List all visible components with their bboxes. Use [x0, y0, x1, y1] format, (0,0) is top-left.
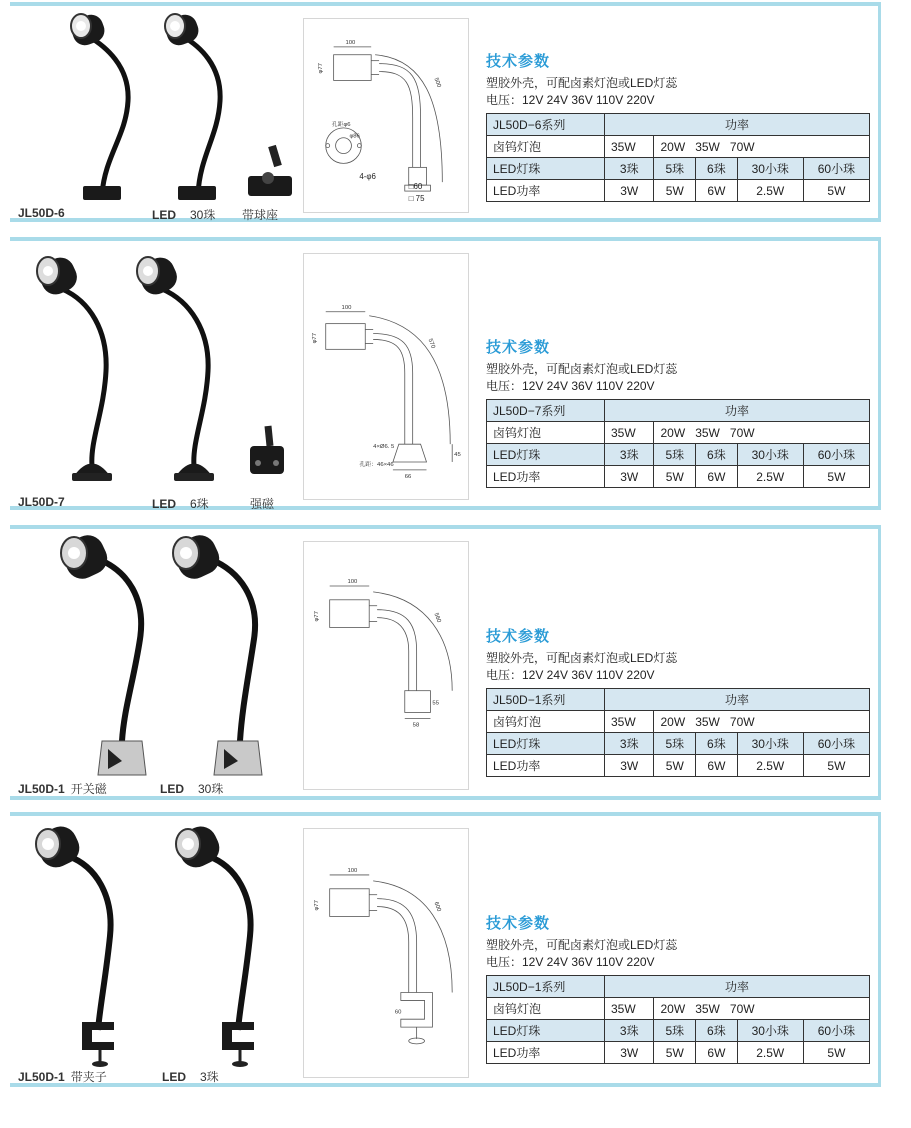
led-bead-label: LED灯珠 [487, 158, 605, 180]
led-power: 3W [605, 180, 654, 202]
led-power: 5W [803, 466, 869, 488]
spec-housing: 塑胶外壳，可配卤素灯泡或LED灯蕊 [486, 938, 678, 952]
product-photos [10, 6, 300, 222]
svg-text:□60: □60 [408, 182, 423, 192]
led-bead-label: LED灯珠 [487, 444, 605, 466]
halogen-value: 35W [605, 998, 654, 1020]
halogen-label: 卤钨灯泡 [487, 422, 605, 444]
series-label: JL50D−7系列 [487, 400, 605, 422]
product-section-jl50d-6 [10, 2, 878, 222]
svg-text:58: 58 [412, 722, 420, 729]
led-power: 6W [696, 755, 738, 777]
caption-model: JL50D-7 [18, 495, 65, 509]
halogen-value: 35W [605, 711, 654, 733]
halogen-values: 20W 35W 70W [654, 711, 870, 733]
svg-text:60: 60 [394, 1009, 402, 1016]
spec-housing: 塑胶外壳，可配卤素灯泡或LED灯蕊 [486, 76, 678, 90]
dimension-drawing [303, 18, 469, 213]
spec-title: 技术参数 [486, 628, 551, 645]
product-photos [10, 241, 300, 511]
svg-text:4-φ6: 4-φ6 [359, 172, 376, 182]
lamp-photo-group [10, 816, 300, 1083]
halogen-values: 20W 35W 70W [654, 136, 870, 158]
svg-text:600: 600 [432, 901, 442, 913]
spec-table [486, 113, 870, 202]
power-header: 功率 [605, 976, 870, 998]
led-power-label: LED功率 [487, 180, 605, 202]
svg-text:66: 66 [404, 473, 412, 480]
spec-block [486, 50, 870, 202]
led-bead: 3珠 [605, 733, 654, 755]
dimension-drawing [303, 541, 469, 790]
led-power: 6W [696, 1042, 738, 1064]
svg-text:□ 75: □ 75 [408, 193, 425, 203]
spec-title: 技术参数 [486, 53, 551, 70]
product-section-jl50d-1-magnet [10, 525, 878, 800]
lamp-photo-group [10, 241, 300, 506]
led-bead-label: LED灯珠 [487, 1020, 605, 1042]
led-bead: 60小珠 [803, 1020, 869, 1042]
led-bead-label: LED灯珠 [487, 733, 605, 755]
svg-text:560: 560 [432, 612, 442, 624]
caption-base: 强磁 [250, 497, 275, 511]
lamp-image [32, 821, 114, 1067]
svg-text:φ86: φ86 [349, 133, 360, 140]
product-photos [10, 816, 300, 1083]
svg-text:500: 500 [432, 77, 442, 89]
power-header: 功率 [605, 400, 870, 422]
led-bead: 3珠 [605, 158, 654, 180]
spec-voltage: 电压：12V 24V 36V 110V 220V [486, 93, 655, 107]
led-bead: 30小珠 [737, 1020, 803, 1042]
led-bead: 6珠 [696, 444, 738, 466]
led-bead: 3珠 [605, 1020, 654, 1042]
halogen-values: 20W 35W 70W [654, 422, 870, 444]
caption-model: JL50D-6 [18, 206, 65, 220]
led-bead: 5珠 [654, 158, 696, 180]
svg-text:100: 100 [341, 304, 352, 311]
led-bead: 30小珠 [737, 733, 803, 755]
halogen-value: 35W [605, 136, 654, 158]
led-power: 3W [605, 466, 654, 488]
spec-title: 技术参数 [486, 915, 551, 932]
led-power: 5W [654, 466, 696, 488]
led-power: 5W [803, 755, 869, 777]
power-header: 功率 [605, 689, 870, 711]
svg-text:孔距φ6: 孔距φ6 [331, 121, 351, 128]
spec-block [486, 625, 870, 777]
lamp-image [172, 821, 254, 1067]
dimension-drawing [303, 828, 469, 1078]
led-bead: 60小珠 [803, 158, 869, 180]
spec-table [486, 975, 870, 1064]
led-power: 5W [654, 755, 696, 777]
spec-voltage: 电压：12V 24V 36V 110V 220V [486, 668, 655, 682]
power-header: 功率 [605, 114, 870, 136]
svg-text:φ77: φ77 [317, 63, 324, 74]
svg-text:孔距：46×46: 孔距：46×46 [359, 461, 394, 468]
led-bead: 30小珠 [737, 444, 803, 466]
lamp-image [68, 11, 128, 200]
svg-text:φ77: φ77 [313, 611, 320, 622]
led-bead: 5珠 [654, 1020, 696, 1042]
led-power-label: LED功率 [487, 755, 605, 777]
halogen-values: 20W 35W 70W [654, 998, 870, 1020]
series-label: JL50D−6系列 [487, 114, 605, 136]
led-bead: 6珠 [696, 733, 738, 755]
led-power: 3W [605, 755, 654, 777]
product-section-jl50d-1-clamp [10, 812, 878, 1087]
spec-voltage: 电压：12V 24V 36V 110V 220V [486, 955, 655, 969]
led-bead: 5珠 [654, 733, 696, 755]
led-bead: 6珠 [696, 158, 738, 180]
caption-model: JL50D-1 开关磁 [18, 782, 107, 796]
led-power: 5W [654, 180, 696, 202]
led-power-label: LED功率 [487, 466, 605, 488]
led-bead: 5珠 [654, 444, 696, 466]
spec-table [486, 399, 870, 488]
led-power: 2.5W [737, 755, 803, 777]
svg-text:45: 45 [454, 452, 461, 459]
led-bead: 60小珠 [803, 444, 869, 466]
spec-housing: 塑胶外壳，可配卤素灯泡或LED灯蕊 [486, 651, 678, 665]
ball-base-image [248, 146, 292, 196]
led-power: 3W [605, 1042, 654, 1064]
svg-text:φ77: φ77 [313, 900, 320, 911]
svg-text:100: 100 [345, 39, 356, 46]
svg-text:φ77: φ77 [311, 332, 318, 344]
caption-led: LED 3珠 [162, 1070, 219, 1084]
halogen-label: 卤钨灯泡 [487, 711, 605, 733]
led-power: 5W [803, 180, 869, 202]
lamp-image [35, 253, 112, 481]
svg-text:100: 100 [347, 867, 358, 874]
led-power: 5W [803, 1042, 869, 1064]
caption-led: LED 6珠 [152, 497, 209, 511]
caption-base: 带球座 [242, 208, 279, 222]
lamp-image [162, 11, 220, 200]
lamp-photo-group [10, 6, 300, 218]
spec-title: 技术参数 [486, 339, 551, 356]
caption-led: LED 30珠 [152, 208, 216, 222]
product-section-jl50d-7 [10, 237, 878, 510]
led-bead: 6珠 [696, 1020, 738, 1042]
spec-voltage: 电压：12V 24V 36V 110V 220V [486, 379, 655, 393]
lamp-image [58, 530, 146, 775]
led-bead: 3珠 [605, 444, 654, 466]
spec-table [486, 688, 870, 777]
halogen-label: 卤钨灯泡 [487, 998, 605, 1020]
magnet-base-image [250, 426, 284, 474]
svg-text:55: 55 [432, 700, 440, 707]
lamp-image [135, 253, 214, 481]
led-power: 2.5W [737, 466, 803, 488]
halogen-value: 35W [605, 422, 654, 444]
dimension-drawing [303, 253, 469, 500]
led-power: 5W [654, 1042, 696, 1064]
series-label: JL50D−1系列 [487, 976, 605, 998]
led-bead: 60小珠 [803, 733, 869, 755]
spec-block [486, 912, 870, 1064]
svg-text:100: 100 [347, 579, 358, 586]
caption-model: JL50D-1 带夹子 [18, 1070, 107, 1084]
lamp-image [170, 530, 262, 775]
product-photos [10, 529, 300, 796]
svg-text:4×Ø6. 5: 4×Ø6. 5 [373, 444, 395, 451]
spec-block [486, 336, 870, 488]
lamp-photo-group [10, 529, 300, 796]
series-label: JL50D−1系列 [487, 689, 605, 711]
led-power: 6W [696, 466, 738, 488]
caption-led: LED 30珠 [160, 782, 224, 796]
led-power-label: LED功率 [487, 1042, 605, 1064]
led-power: 2.5W [737, 1042, 803, 1064]
svg-text:570: 570 [426, 338, 436, 350]
led-power: 2.5W [737, 180, 803, 202]
led-power: 6W [696, 180, 738, 202]
halogen-label: 卤钨灯泡 [487, 136, 605, 158]
spec-housing: 塑胶外壳，可配卤素灯泡或LED灯蕊 [486, 362, 678, 376]
led-bead: 30小珠 [737, 158, 803, 180]
